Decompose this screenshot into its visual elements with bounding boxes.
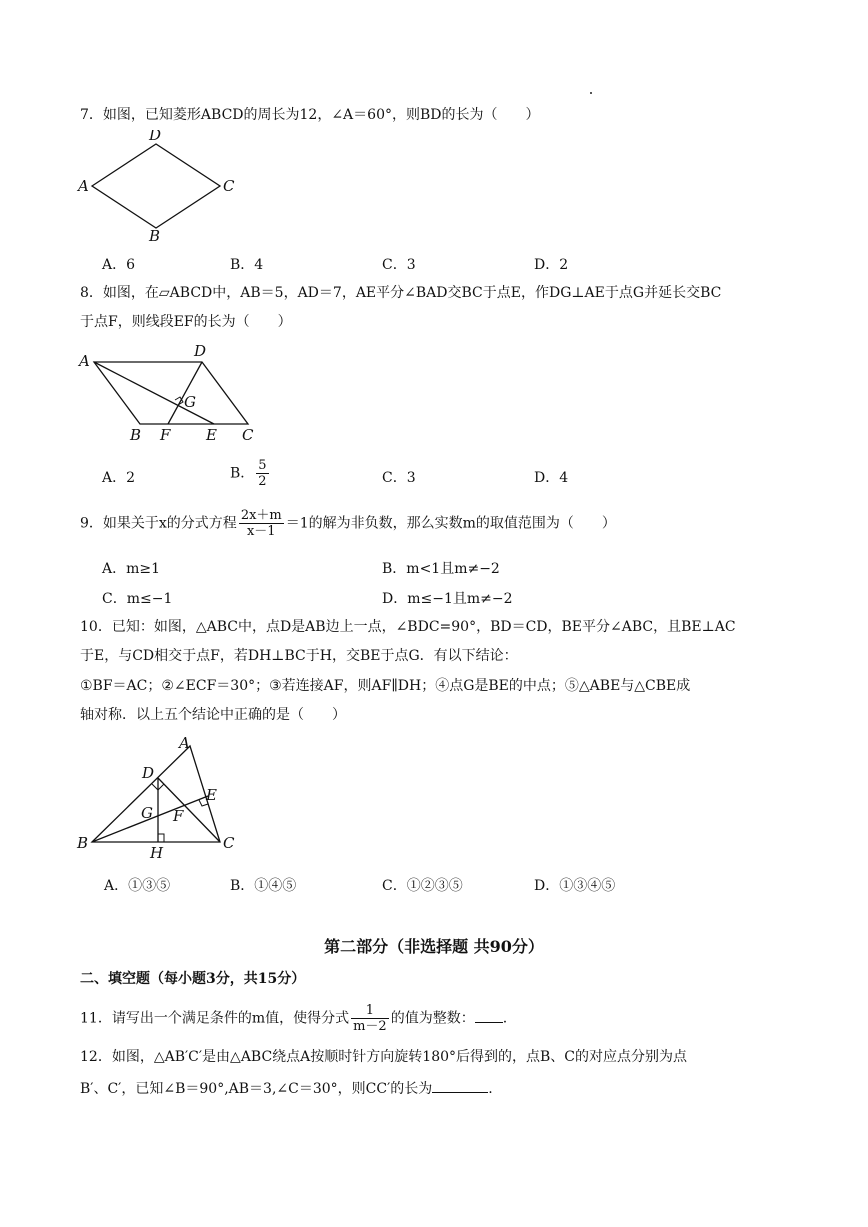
- q12-answer-blank[interactable]: [432, 1078, 488, 1093]
- triangle-abc: [92, 746, 220, 842]
- q9-stem-after: ＝1的解为非负数，那么实数m的取值范围为（ ）: [285, 515, 616, 532]
- q9-fraction: [239, 508, 284, 539]
- q11-stem: [80, 1003, 507, 1034]
- q11-end: .: [502, 1010, 508, 1027]
- label-b: B: [77, 834, 89, 852]
- q12-line2-text: B′、C′，已知∠B＝90°,AB＝3,∠C＝30°，则CC′的长为: [80, 1081, 433, 1097]
- q9-option-a[interactable]: A．m≥1: [102, 561, 161, 577]
- segment-ae: [94, 362, 214, 424]
- label-d: D: [142, 764, 155, 782]
- parallelogram-shape: [94, 362, 248, 424]
- q8-stem-line2: 于点F，则线段EF的长为（ ）: [80, 314, 292, 330]
- q8-parallelogram-figure: [72, 340, 272, 448]
- fraction-denominator: x－1: [246, 524, 276, 539]
- q11-fraction: [351, 1003, 389, 1034]
- label-d: D: [149, 130, 162, 144]
- fraction-denominator: m－2: [353, 1019, 387, 1034]
- q10-line1: 10．已知：如图，△ABC中，点D是AB边上一点，∠BDC=90°，BD＝CD，BE平分∠ABC，且BE⊥AC: [80, 619, 736, 635]
- q12-line2: [80, 1078, 493, 1098]
- label-a: A: [179, 734, 190, 752]
- q9-option-b[interactable]: B．m<1且m≠−2: [382, 561, 500, 577]
- q7-stem: 7．如图，已知菱形ABCD的周长为12，∠A＝60°，则BD的长为（ ）: [80, 107, 540, 123]
- fraction-numerator: 5: [258, 458, 267, 473]
- label-g: G: [141, 804, 153, 822]
- scan-dot: [590, 92, 592, 94]
- label-e: E: [206, 426, 217, 444]
- q10-triangle-figure: [72, 728, 252, 863]
- label-e: E: [206, 786, 217, 804]
- section-fill-blank-title: 二、填空题（每小题3分，共15分）: [80, 971, 306, 987]
- label-f: F: [173, 807, 184, 825]
- q8-option-c[interactable]: C．3: [382, 470, 416, 486]
- q9-stem: [80, 508, 616, 539]
- fraction-denominator: 2: [258, 474, 267, 489]
- q9-option-d[interactable]: D．m≤−1且m≠−2: [382, 591, 513, 607]
- label-a: A: [78, 177, 89, 195]
- q7-option-d[interactable]: D．2: [534, 257, 569, 273]
- label-c: C: [242, 426, 254, 444]
- q10-line2: 于E，与CD相交于点F，若DH⊥BC于H，交BE于点G．有以下结论：: [80, 648, 518, 664]
- q8-stem-line1: 8．如图，在▱ABCD中，AB＝5，AD＝7，AE平分∠BAD交BC于点E，作DG⊥AE于点G并延长交BC: [80, 285, 722, 301]
- q10-option-b[interactable]: B．①④⑤: [230, 878, 297, 894]
- q8-option-b-fraction: [256, 458, 268, 489]
- q7-rhombus-figure: [72, 130, 252, 245]
- q8-option-a[interactable]: A．2: [102, 470, 136, 486]
- q10-line4: 轴对称．以上五个结论中正确的是（ ）: [80, 707, 346, 723]
- q8-option-b-prefix: B．: [230, 465, 255, 482]
- q7-option-a[interactable]: A．6: [102, 257, 136, 273]
- q9-stem-before: 9．如果关于x的分式方程: [80, 515, 237, 532]
- label-f: F: [160, 426, 171, 444]
- label-g: G: [184, 393, 196, 411]
- right-angle-mark-h: [158, 834, 164, 842]
- label-h: H: [150, 844, 164, 862]
- q11-answer-blank[interactable]: [475, 1008, 503, 1023]
- q10-line3: ①BF＝AC；②∠ECF＝30°；③若连接AF，则AF∥DH；④点G是BE的中点；⑤△ABE与△CBE成: [80, 678, 691, 694]
- label-d: D: [194, 342, 207, 360]
- q10-option-c[interactable]: C．①②③⑤: [382, 878, 463, 894]
- fraction-numerator: 2x＋m: [240, 508, 282, 523]
- label-c: C: [223, 177, 235, 195]
- label-b: B: [149, 227, 161, 245]
- rhombus-shape: [92, 144, 220, 228]
- label-a: A: [79, 352, 90, 370]
- q12-end: .: [488, 1081, 493, 1097]
- q11-before: 11．请写出一个满足条件的m值，使得分式: [80, 1010, 350, 1027]
- q7-option-b[interactable]: B．4: [230, 257, 264, 273]
- label-c: C: [223, 834, 235, 852]
- fraction-numerator: 1: [351, 1003, 389, 1019]
- q8-option-d[interactable]: D．4: [534, 470, 569, 486]
- label-b: B: [130, 426, 142, 444]
- q10-option-d[interactable]: D．①③④⑤: [534, 878, 616, 894]
- q9-option-c[interactable]: C．m≤−1: [102, 591, 173, 607]
- q11-after: 的值为整数：: [390, 1010, 475, 1027]
- q7-option-c[interactable]: C．3: [382, 257, 416, 273]
- q10-option-a[interactable]: A．①③⑤: [104, 878, 171, 894]
- part2-title: 第二部分（非选择题 共90分）: [324, 937, 544, 956]
- q12-line1: 12．如图，△AB′C′是由△ABC绕点A按顺时针方向旋转180°后得到的，点B、C的对应点分别为点: [80, 1049, 688, 1065]
- q8-option-b[interactable]: [230, 458, 271, 489]
